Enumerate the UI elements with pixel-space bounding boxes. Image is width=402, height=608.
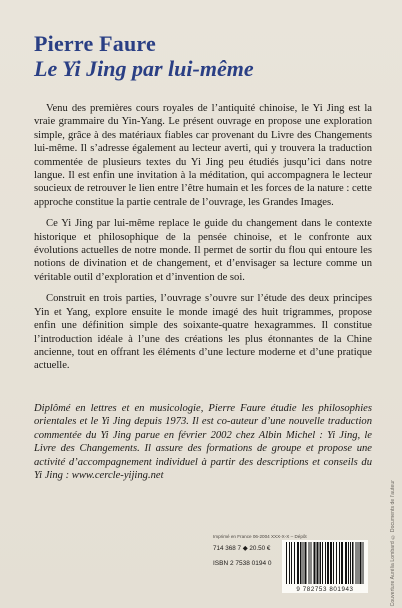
barcode-bar xyxy=(356,542,357,584)
cover-credit: Couverture Aurélia Lombard © Documents de l’auteur xyxy=(390,480,396,607)
isbn: ISBN 2 7538 0194 0 xyxy=(213,560,272,567)
blurb-paragraph-2: Ce Yi Jing par lui-même replace le guide du changement dans le contexte historique et philosophique de la pensée chinoise, et le confronte aux évolutions actuelles de notre monde. Il permet de sortir du flou qui entoure les notions de divination et de changement, et d’envisager sa lecture comme un véritable outil d’exploration et d’invention de soi. xyxy=(34,218,372,283)
price-line: 714 368 7 ◆ 20.50 € xyxy=(213,545,271,552)
barcode-bar xyxy=(341,542,343,584)
barcode-bar xyxy=(360,542,362,584)
author-name: Pierre Faure xyxy=(34,31,156,56)
barcode-bar xyxy=(305,542,307,584)
book-title: Le Yi Jing par lui-même xyxy=(34,56,254,81)
barcode-bar xyxy=(297,542,299,584)
barcode-bar xyxy=(363,542,364,584)
barcode-bar xyxy=(345,542,347,584)
blurb-paragraph-3: Construit en trois parties, l’ouvrage s’ouvre sur l’étude des deux principes Yin et Yang, explore ensuite le monde imagé des huit trigrammes, propose enfin une définition simple des soixante-quatre hexagrammes. Il constitue l’introduction idéale à l’une des créations les plus étonnantes de la Chine ancienne, tout en offrant les éléments d’une lecture moderne et d’une pratique actuelle. xyxy=(34,293,372,372)
barcode-bars xyxy=(282,540,368,586)
barcode-bar xyxy=(325,542,326,584)
barcode-bar xyxy=(358,542,359,584)
barcode-bar xyxy=(303,542,304,584)
barcode-bar xyxy=(289,542,290,584)
barcode-bar xyxy=(330,542,332,584)
barcode xyxy=(282,540,368,588)
barcode-bar xyxy=(286,542,287,584)
barcode-bar xyxy=(339,542,340,584)
barcode-bar xyxy=(333,542,334,584)
barcode-bar xyxy=(314,542,316,584)
barcode-bar xyxy=(320,542,322,584)
barcode-bar xyxy=(309,542,310,584)
barcode-bar xyxy=(336,542,337,584)
barcode-bar xyxy=(300,542,302,584)
barcode-bar xyxy=(350,542,351,584)
blurb xyxy=(34,102,372,381)
barcode-bar xyxy=(348,542,349,584)
author-bio-text: Diplômé en lettres et en musicologie, Pierre Faure étudie les philosophies orientales et le Yi Jing depuis 1973. Il est co-auteur d’une nouvelle traduction commentée du Yi Jing parue en février 2002 chez Albin Michel : Yi Jing, le Livre des Changements. Il assure des formations de groupe et propose une activité d’accompagnement individuel à partir des descriptions et conseils du Yi Jing : www.cercle-yijing.net xyxy=(34,403,372,482)
barcode-bar xyxy=(327,542,329,584)
barcode-bar xyxy=(294,542,295,584)
barcode-number: 9 782753 801943 xyxy=(282,586,368,593)
barcode-bar xyxy=(322,542,323,584)
barcode-bar xyxy=(311,542,312,584)
blurb-paragraph-1: Venu des premières cours royales de l’antiquité chinoise, le Yi Jing est la vraie grammaire du Yin-Yang. Le présent ouvrage en propose une exploration simple, grâce à des matériaux fiables car provenant du Livre des Changements lui-même. Il s’adresse également au lecteur averti, qui y trouvera la traduction commentée de plusieurs textes du Yi Jing peu étudiés jusqu’ici dans notre langue. Il est enfin une invitation à la méditation, qui accompagnera le lecteur soucieux de retrouver le lien entre l’être humain et les forces de la nature : cette approche constitue la partie centrale de l’ouvrage, les Grandes Images. xyxy=(34,103,372,208)
author-bio xyxy=(34,402,372,482)
printed-line: Imprimé en France 06-2004 XXX-X-X – Dépôt xyxy=(213,534,307,539)
barcode-bar xyxy=(291,542,292,584)
barcode-bar xyxy=(317,542,319,584)
barcode-bar xyxy=(352,542,354,584)
